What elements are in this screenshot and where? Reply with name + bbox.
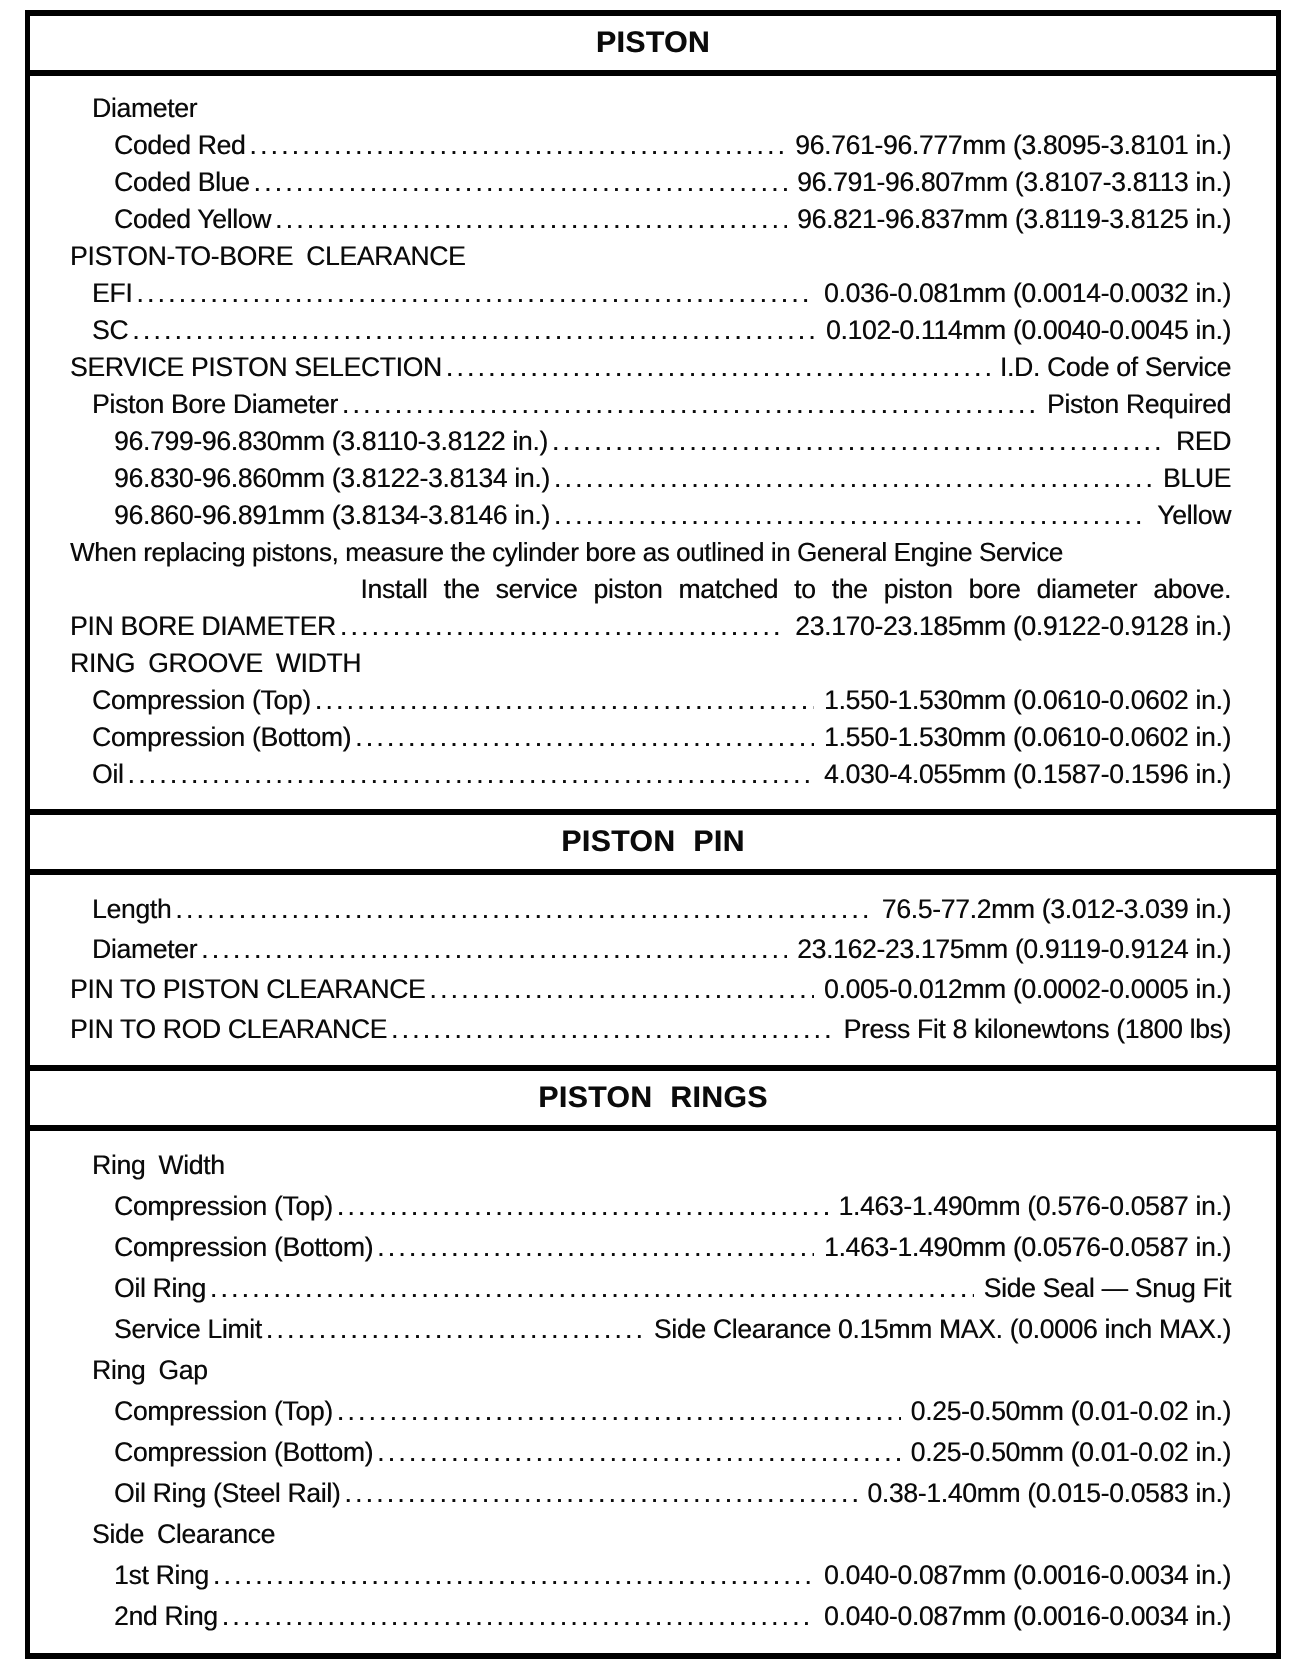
row-value: 0.040-0.087mm (0.0016-0.0034 in.) (824, 1601, 1231, 1631)
row-label: RING GROOVE WIDTH (70, 648, 362, 678)
row-label: Length (92, 894, 172, 924)
heading-row (30, 645, 1276, 682)
spec-row (30, 929, 1276, 969)
row-value: 76.5-77.2mm (3.012-3.039 in.) (881, 894, 1231, 924)
row-label: Diameter (92, 93, 198, 123)
row-label: 1st Ring (114, 1560, 209, 1590)
dot-leader (340, 608, 785, 645)
dot-leader (446, 349, 990, 386)
dot-leader (210, 1268, 974, 1309)
dot-leader (344, 1473, 857, 1514)
spec-row (30, 719, 1276, 756)
spec-row (30, 1009, 1276, 1049)
dot-leader (201, 929, 787, 969)
spec-row (30, 1268, 1276, 1309)
section-body (30, 76, 1276, 809)
row-value: 1.463-1.490mm (0.576-0.0587 in.) (838, 1191, 1231, 1221)
row-label: Compression (Bottom) (114, 1437, 374, 1467)
dot-leader (249, 127, 785, 164)
row-label: PISTON-TO-BORE CLEARANCE (70, 241, 466, 271)
row-label: 96.860-96.891mm (3.8134-3.8146 in.) (114, 500, 550, 530)
row-label: PIN TO PISTON CLEARANCE (70, 974, 426, 1004)
note-row: When replacing pistons, measure the cylinder bore as outlined in General Engine Service (70, 537, 1063, 567)
row-label: Oil Ring (114, 1273, 206, 1303)
spec-row (30, 1432, 1276, 1473)
dot-leader (355, 719, 814, 756)
spec-row (30, 889, 1276, 929)
section-piston-pin (30, 809, 1276, 1065)
row-label: 96.799-96.830mm (3.8110-3.8122 in.) (114, 426, 548, 456)
dot-leader (275, 201, 787, 238)
spec-row (30, 423, 1276, 460)
heading-row (30, 90, 1276, 127)
row-value: Yellow (1157, 500, 1231, 530)
dot-leader (254, 164, 788, 201)
row-label: Compression (Top) (114, 1396, 333, 1426)
spec-row (30, 460, 1276, 497)
dot-leader (132, 312, 816, 349)
dot-leader (554, 497, 1147, 534)
dot-leader (136, 275, 814, 312)
row-value: RED (1175, 426, 1231, 456)
dot-leader (391, 1009, 834, 1049)
row-value: Piston Required (1046, 389, 1231, 419)
section-header (30, 815, 1276, 875)
section-piston (30, 16, 1276, 809)
row-label: Compression (Bottom) (92, 722, 352, 752)
dot-leader (213, 1555, 814, 1596)
row-label: EFI (92, 278, 133, 308)
spec-row (30, 497, 1276, 534)
spec-row (30, 969, 1276, 1009)
row-value: 23.170-23.185mm (0.9122-0.9128 in.) (795, 611, 1231, 641)
row-label: Piston Bore Diameter (92, 389, 338, 419)
row-value: 96.761-96.777mm (3.8095-3.8101 in.) (795, 130, 1231, 160)
row-value: Side Seal — Snug Fit (983, 1273, 1231, 1303)
row-label: 2nd Ring (114, 1601, 218, 1631)
spec-row (30, 756, 1276, 793)
spec-row (30, 1473, 1276, 1514)
row-label: Coded Blue (114, 167, 250, 197)
heading-row (30, 1514, 1276, 1555)
row-label: SC (92, 315, 129, 345)
row-label: Service Limit (114, 1314, 262, 1344)
dot-leader (337, 1186, 829, 1227)
section-title: PISTON PIN (561, 825, 745, 858)
row-label: SERVICE PISTON SELECTION (70, 352, 442, 382)
heading-row (30, 1350, 1276, 1391)
row-value: 4.030-4.055mm (0.1587-0.1596 in.) (824, 759, 1231, 789)
row-label: Ring Width (92, 1150, 225, 1180)
spec-row (30, 682, 1276, 719)
section-body (30, 875, 1276, 1065)
spec-row (30, 275, 1276, 312)
dot-leader (222, 1596, 814, 1637)
heading-row (30, 238, 1276, 275)
spec-row (30, 386, 1276, 423)
row-label: PIN BORE DIAMETER (70, 611, 336, 641)
row-label: Ring Gap (92, 1355, 208, 1385)
row-value: 1.550-1.530mm (0.0610-0.0602 in.) (824, 685, 1231, 715)
spec-sheet (25, 10, 1281, 1659)
dot-leader (377, 1432, 901, 1473)
dot-leader (429, 969, 814, 1009)
dot-leader (266, 1309, 644, 1350)
row-label: Oil (92, 759, 124, 789)
section-title: PISTON RINGS (538, 1081, 768, 1114)
row-label: Compression (Bottom) (114, 1232, 374, 1262)
row-value: 0.25-0.50mm (0.01-0.02 in.) (910, 1437, 1231, 1467)
spec-row (30, 1391, 1276, 1432)
row-value: Side Clearance 0.15mm MAX. (0.0006 inch MAX.) (653, 1314, 1231, 1344)
dot-leader (554, 460, 1153, 497)
row-value: 96.791-96.807mm (3.8107-3.8113 in.) (797, 167, 1231, 197)
row-value: 0.102-0.114mm (0.0040-0.0045 in.) (825, 315, 1231, 345)
spec-row (30, 127, 1276, 164)
spec-row (30, 201, 1276, 238)
row-value: Press Fit 8 kilonewtons (1800 lbs) (843, 1014, 1231, 1044)
heading-row (30, 1145, 1276, 1186)
row-value: BLUE (1162, 463, 1231, 493)
dot-leader (175, 889, 871, 929)
row-value: 96.821-96.837mm (3.8119-3.8125 in.) (797, 204, 1231, 234)
spec-row (30, 1309, 1276, 1350)
row-label: 96.830-96.860mm (3.8122-3.8134 in.) (114, 463, 550, 493)
section-header (30, 16, 1276, 76)
row-value: 0.25-0.50mm (0.01-0.02 in.) (910, 1396, 1231, 1426)
row-value: 0.040-0.087mm (0.0016-0.0034 in.) (824, 1560, 1231, 1590)
row-value: 0.036-0.081mm (0.0014-0.0032 in.) (824, 278, 1231, 308)
row-label: Coded Yellow (114, 204, 272, 234)
spec-row (30, 1186, 1276, 1227)
spec-row (30, 1555, 1276, 1596)
row-label: Coded Red (114, 130, 246, 160)
row-value: I.D. Code of Service (999, 352, 1231, 382)
section-header (30, 1071, 1276, 1131)
spec-row (30, 1227, 1276, 1268)
dot-leader (342, 386, 1037, 423)
row-label: PIN TO ROD CLEARANCE (70, 1014, 387, 1044)
section-title: PISTON (595, 26, 711, 59)
note-right-row: Install the service piston matched to the piston bore diameter above. (360, 574, 1231, 604)
spec-row (30, 312, 1276, 349)
dot-leader (552, 423, 1166, 460)
spec-row (30, 349, 1276, 386)
row-label: Side Clearance (92, 1519, 275, 1549)
row-value: 0.005-0.012mm (0.0002-0.0005 in.) (824, 974, 1231, 1004)
row-value: 1.463-1.490mm (0.0576-0.0587 in.) (824, 1232, 1231, 1262)
row-value: 1.550-1.530mm (0.0610-0.0602 in.) (824, 722, 1231, 752)
row-label: Compression (Top) (114, 1191, 333, 1221)
section-piston-rings (30, 1065, 1276, 1653)
row-label: Diameter (92, 934, 198, 964)
row-label: Oil Ring (Steel Rail) (114, 1478, 341, 1508)
row-label: Compression (Top) (92, 685, 311, 715)
dot-leader (377, 1227, 814, 1268)
spec-row (30, 164, 1276, 201)
dot-leader (337, 1391, 901, 1432)
row-value: 0.38-1.40mm (0.015-0.0583 in.) (867, 1478, 1231, 1508)
spec-row (30, 608, 1276, 645)
spec-row (30, 1596, 1276, 1637)
row-value: 23.162-23.175mm (0.9119-0.9124 in.) (797, 934, 1231, 964)
dot-leader (315, 682, 814, 719)
section-body (30, 1131, 1276, 1653)
dot-leader (128, 756, 815, 793)
